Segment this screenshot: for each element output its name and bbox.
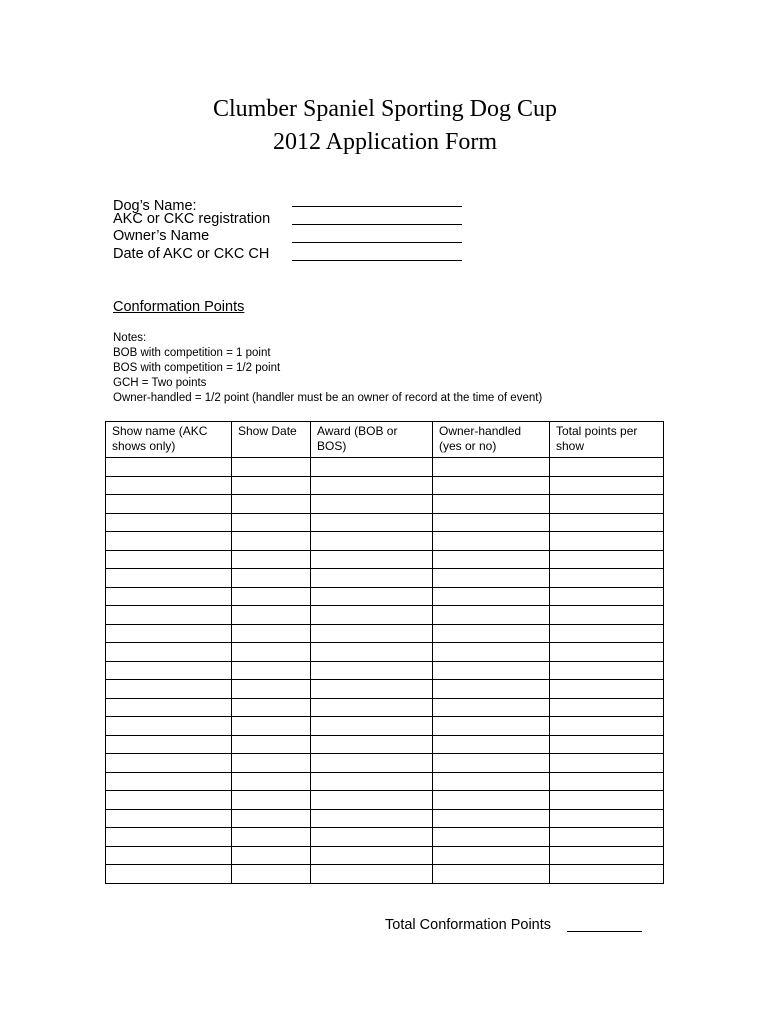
note-owner-handled: Owner-handled = 1/2 point (handler must be an owner of record at the time of event) bbox=[113, 392, 543, 404]
table-row bbox=[106, 828, 664, 847]
award-cell[interactable] bbox=[311, 587, 433, 606]
show-name-cell[interactable] bbox=[106, 476, 232, 495]
owner-handled-cell[interactable] bbox=[433, 698, 550, 717]
award-cell[interactable] bbox=[311, 791, 433, 810]
show-date-cell[interactable] bbox=[232, 846, 311, 865]
owner-handled-cell[interactable] bbox=[433, 513, 550, 532]
award-cell[interactable] bbox=[311, 513, 433, 532]
header-award: Award (BOB or BOS) bbox=[311, 422, 433, 458]
table-row bbox=[106, 680, 664, 699]
table-row bbox=[106, 643, 664, 662]
award-cell[interactable] bbox=[311, 661, 433, 680]
award-cell[interactable] bbox=[311, 680, 433, 699]
show-date-cell[interactable] bbox=[232, 476, 311, 495]
total-points-cell[interactable] bbox=[550, 828, 664, 847]
header-total-points: Total points per show bbox=[550, 422, 664, 458]
note-bob: BOB with competition = 1 point bbox=[113, 347, 271, 359]
table-row bbox=[106, 569, 664, 588]
award-cell[interactable] bbox=[311, 624, 433, 643]
dogs-name-field[interactable] bbox=[292, 206, 462, 207]
award-cell[interactable] bbox=[311, 698, 433, 717]
award-cell[interactable] bbox=[311, 865, 433, 884]
show-date-cell[interactable] bbox=[232, 550, 311, 569]
show-name-cell[interactable] bbox=[106, 809, 232, 828]
owner-handled-cell[interactable] bbox=[433, 735, 550, 754]
table-row bbox=[106, 754, 664, 773]
table-row bbox=[106, 624, 664, 643]
registration-label: AKC or CKC registration bbox=[113, 211, 271, 227]
conformation-points-table bbox=[105, 421, 664, 884]
show-name-cell[interactable] bbox=[106, 643, 232, 662]
registration-field[interactable] bbox=[292, 224, 462, 225]
total-points-cell[interactable] bbox=[550, 458, 664, 477]
show-date-cell[interactable] bbox=[232, 865, 311, 884]
award-cell[interactable] bbox=[311, 532, 433, 551]
show-name-cell[interactable] bbox=[106, 735, 232, 754]
total-points-cell[interactable] bbox=[550, 643, 664, 662]
note-bos: BOS with competition = 1/2 point bbox=[113, 362, 281, 374]
table-row bbox=[106, 698, 664, 717]
owner-handled-cell[interactable] bbox=[433, 772, 550, 791]
show-name-cell[interactable] bbox=[106, 865, 232, 884]
show-name-cell[interactable] bbox=[106, 495, 232, 514]
award-cell[interactable] bbox=[311, 643, 433, 662]
table-row bbox=[106, 791, 664, 810]
show-date-cell[interactable] bbox=[232, 772, 311, 791]
owner-handled-cell[interactable] bbox=[433, 865, 550, 884]
owner-handled-cell[interactable] bbox=[433, 606, 550, 625]
total-points-cell[interactable] bbox=[550, 846, 664, 865]
show-name-cell[interactable] bbox=[106, 680, 232, 699]
show-date-cell[interactable] bbox=[232, 828, 311, 847]
show-name-cell[interactable] bbox=[106, 606, 232, 625]
table-body bbox=[106, 458, 664, 884]
owner-handled-cell[interactable] bbox=[433, 791, 550, 810]
show-name-cell[interactable] bbox=[106, 717, 232, 736]
total-conformation-points-label: Total Conformation Points bbox=[385, 917, 552, 933]
total-points-cell[interactable] bbox=[550, 569, 664, 588]
award-cell[interactable] bbox=[311, 772, 433, 791]
award-cell[interactable] bbox=[311, 476, 433, 495]
owner-handled-cell[interactable] bbox=[433, 754, 550, 773]
total-points-cell[interactable] bbox=[550, 513, 664, 532]
table-row bbox=[106, 458, 664, 477]
award-cell[interactable] bbox=[311, 846, 433, 865]
show-date-cell[interactable] bbox=[232, 495, 311, 514]
show-date-cell[interactable] bbox=[232, 532, 311, 551]
table-row bbox=[106, 809, 664, 828]
award-cell[interactable] bbox=[311, 717, 433, 736]
show-date-cell[interactable] bbox=[232, 606, 311, 625]
show-date-cell[interactable] bbox=[232, 643, 311, 662]
owner-handled-cell[interactable] bbox=[433, 643, 550, 662]
owners-name-field[interactable] bbox=[292, 242, 462, 243]
total-points-cell[interactable] bbox=[550, 532, 664, 551]
award-cell[interactable] bbox=[311, 828, 433, 847]
total-points-cell[interactable] bbox=[550, 550, 664, 569]
table-row bbox=[106, 513, 664, 532]
header-show-date: Show Date bbox=[232, 422, 311, 458]
show-date-cell[interactable] bbox=[232, 698, 311, 717]
owners-name-label: Owner’s Name bbox=[113, 228, 210, 244]
award-cell[interactable] bbox=[311, 754, 433, 773]
header-show-name: Show name (AKC shows only) bbox=[106, 422, 232, 458]
table-row bbox=[106, 606, 664, 625]
table-row bbox=[106, 476, 664, 495]
form-title: Clumber Spaniel Sporting Dog Cup bbox=[213, 96, 557, 122]
owner-handled-cell[interactable] bbox=[433, 476, 550, 495]
total-points-cell[interactable] bbox=[550, 661, 664, 680]
owner-handled-cell[interactable] bbox=[433, 532, 550, 551]
total-points-cell[interactable] bbox=[550, 754, 664, 773]
owner-handled-cell[interactable] bbox=[433, 846, 550, 865]
form-subtitle: 2012 Application Form bbox=[273, 129, 497, 155]
table-row bbox=[106, 717, 664, 736]
show-date-cell[interactable] bbox=[232, 587, 311, 606]
show-name-cell[interactable] bbox=[106, 513, 232, 532]
total-points-cell[interactable] bbox=[550, 735, 664, 754]
show-date-cell[interactable] bbox=[232, 717, 311, 736]
award-cell[interactable] bbox=[311, 458, 433, 477]
owner-handled-cell[interactable] bbox=[433, 495, 550, 514]
notes-block bbox=[113, 331, 542, 406]
total-points-cell[interactable] bbox=[550, 698, 664, 717]
owner-handled-cell[interactable] bbox=[433, 680, 550, 699]
owner-handled-cell[interactable] bbox=[433, 458, 550, 477]
header-owner-handled: Owner-handled (yes or no) bbox=[433, 422, 550, 458]
table-header-row bbox=[106, 422, 664, 458]
show-name-cell[interactable] bbox=[106, 698, 232, 717]
show-name-cell[interactable] bbox=[106, 624, 232, 643]
notes-heading: Notes: bbox=[113, 332, 147, 344]
show-date-cell[interactable] bbox=[232, 809, 311, 828]
show-name-cell[interactable] bbox=[106, 772, 232, 791]
table-row bbox=[106, 735, 664, 754]
show-name-cell[interactable] bbox=[106, 791, 232, 810]
ch-date-field[interactable] bbox=[292, 260, 462, 261]
total-points-cell[interactable] bbox=[550, 495, 664, 514]
award-cell[interactable] bbox=[311, 809, 433, 828]
show-date-cell[interactable] bbox=[232, 569, 311, 588]
show-name-cell[interactable] bbox=[106, 661, 232, 680]
show-date-cell[interactable] bbox=[232, 754, 311, 773]
award-cell[interactable] bbox=[311, 495, 433, 514]
show-date-cell[interactable] bbox=[232, 513, 311, 532]
owner-handled-cell[interactable] bbox=[433, 717, 550, 736]
show-name-cell[interactable] bbox=[106, 458, 232, 477]
table-row bbox=[106, 661, 664, 680]
award-cell[interactable] bbox=[311, 735, 433, 754]
note-gch: GCH = Two points bbox=[113, 377, 207, 389]
table-row bbox=[106, 772, 664, 791]
table-row bbox=[106, 865, 664, 884]
table-row bbox=[106, 846, 664, 865]
show-name-cell[interactable] bbox=[106, 754, 232, 773]
owner-handled-cell[interactable] bbox=[433, 550, 550, 569]
total-points-cell[interactable] bbox=[550, 791, 664, 810]
total-points-cell[interactable] bbox=[550, 809, 664, 828]
total-points-cell[interactable] bbox=[550, 587, 664, 606]
show-date-cell[interactable] bbox=[232, 791, 311, 810]
show-name-cell[interactable] bbox=[106, 550, 232, 569]
show-date-cell[interactable] bbox=[232, 735, 311, 754]
owner-handled-cell[interactable] bbox=[433, 569, 550, 588]
total-points-cell[interactable] bbox=[550, 772, 664, 791]
total-points-cell[interactable] bbox=[550, 476, 664, 495]
show-date-cell[interactable] bbox=[232, 458, 311, 477]
owner-handled-cell[interactable] bbox=[433, 624, 550, 643]
owner-handled-cell[interactable] bbox=[433, 809, 550, 828]
total-conformation-points-field[interactable] bbox=[567, 931, 642, 932]
award-cell[interactable] bbox=[311, 550, 433, 569]
total-points-cell[interactable] bbox=[550, 865, 664, 884]
show-name-cell[interactable] bbox=[106, 846, 232, 865]
show-name-cell[interactable] bbox=[106, 569, 232, 588]
table-row bbox=[106, 532, 664, 551]
owner-handled-cell[interactable] bbox=[433, 587, 550, 606]
conformation-points-heading: Conformation Points bbox=[113, 299, 245, 315]
show-name-cell[interactable] bbox=[106, 587, 232, 606]
award-cell[interactable] bbox=[311, 569, 433, 588]
owner-handled-cell[interactable] bbox=[433, 661, 550, 680]
show-name-cell[interactable] bbox=[106, 532, 232, 551]
table-row bbox=[106, 587, 664, 606]
award-cell[interactable] bbox=[311, 606, 433, 625]
total-points-cell[interactable] bbox=[550, 624, 664, 643]
dogs-name-label: Dog’s Name: bbox=[113, 198, 197, 214]
show-date-cell[interactable] bbox=[232, 624, 311, 643]
ch-date-label: Date of AKC or CKC CH bbox=[113, 246, 270, 262]
owner-handled-cell[interactable] bbox=[433, 828, 550, 847]
table-row bbox=[106, 550, 664, 569]
show-name-cell[interactable] bbox=[106, 828, 232, 847]
total-points-cell[interactable] bbox=[550, 680, 664, 699]
table-row bbox=[106, 495, 664, 514]
show-date-cell[interactable] bbox=[232, 661, 311, 680]
total-points-cell[interactable] bbox=[550, 717, 664, 736]
show-date-cell[interactable] bbox=[232, 680, 311, 699]
total-points-cell[interactable] bbox=[550, 606, 664, 625]
